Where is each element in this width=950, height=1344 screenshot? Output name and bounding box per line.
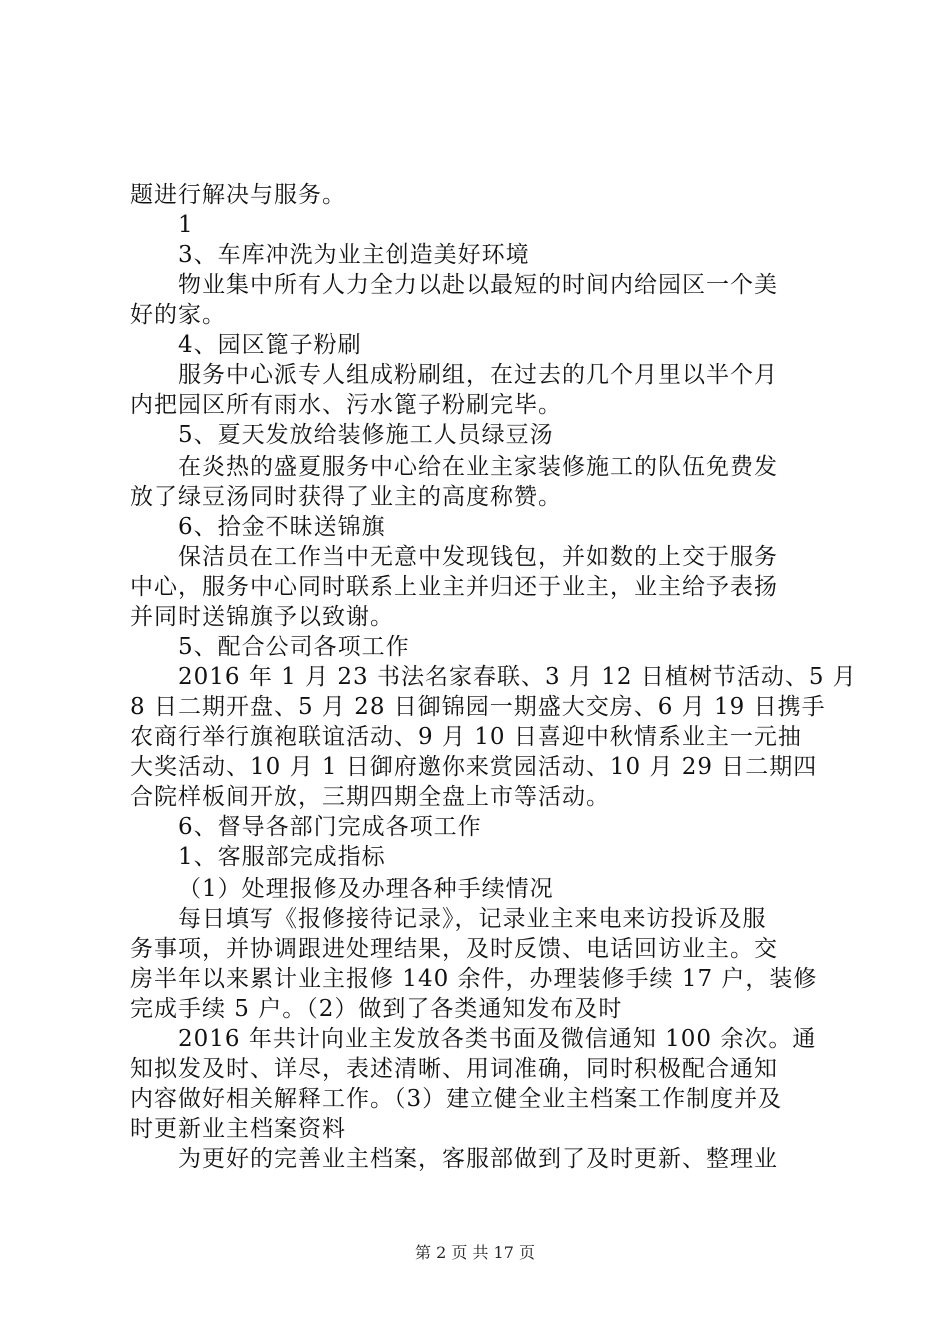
text-line: 合院样板间开放，三期四期全盘上市等活动。 [130, 784, 610, 810]
text-line: 保洁员在工作当中无意中发现钱包，并如数的上交于服务 [178, 544, 778, 570]
text-line: 大奖活动、10 月 1 日御府邀你来赏园活动、10 月 29 日二期四 [130, 754, 818, 780]
text-line: 服务中心派专人组成粉刷组，在过去的几个月里以半个月 [178, 362, 778, 388]
section-heading: 3、车库冲洗为业主创造美好环境 [178, 242, 530, 268]
text-line: 在炎热的盛夏服务中心给在业主家装修施工的队伍免费发 [178, 454, 778, 480]
section-heading: 6、督导各部门完成各项工作 [178, 814, 482, 840]
section-heading: 1、客服部完成指标 [178, 844, 386, 870]
page-footer: 第 2 页 共 17 页 [415, 1243, 535, 1262]
text-line: 并同时送锦旗予以致谢。 [130, 604, 394, 630]
text-line: 2016 年共计向业主发放各类书面及微信通知 100 余次。通 [178, 1026, 817, 1052]
text-line: 务事项，并协调跟进处理结果，及时反馈、电话回访业主。交 [130, 936, 778, 962]
text-line: 农商行举行旗袍联谊活动、9 月 10 日喜迎中秋情系业主一元抽 [130, 724, 802, 750]
text-line: 完成手续 5 户。（2）做到了各类通知发布及时 [130, 996, 623, 1022]
section-heading: 5、夏天发放给装修施工人员绿豆汤 [178, 422, 554, 448]
text-line: 题进行解决与服务。 [130, 182, 346, 208]
text-line: 2016 年 1 月 23 书法名家春联、3 月 12 日植树节活动、5 月 [178, 664, 857, 690]
text-line: 好的家。 [130, 302, 226, 328]
text-line: 内容做好相关解释工作。（3）建立健全业主档案工作制度并及 [130, 1086, 783, 1112]
text-line: 房半年以来累计业主报修 140 余件，办理装修手续 17 户，装修 [130, 966, 818, 992]
text-line: 时更新业主档案资料 [130, 1116, 346, 1142]
section-heading: 5、配合公司各项工作 [178, 634, 410, 660]
text-line: 内把园区所有雨水、污水篦子粉刷完毕。 [130, 392, 562, 418]
text-line: 中心，服务中心同时联系上业主并归还于业主，业主给予表扬 [130, 574, 778, 600]
text-line: 物业集中所有人力全力以赴以最短的时间内给园区一个美 [178, 272, 778, 298]
section-heading: 4、园区篦子粉刷 [178, 332, 362, 358]
text-line: 8 日二期开盘、5 月 28 日御锦园一期盛大交房、6 月 19 日携手 [130, 694, 826, 720]
text-line: 1 [178, 212, 194, 238]
text-line: 知拟发及时、详尽，表述清晰、用词准确，同时积极配合通知 [130, 1056, 778, 1082]
text-line: 放了绿豆汤同时获得了业主的高度称赞。 [130, 484, 562, 510]
text-line: 每日填写《报修接待记录》，记录业主来电来访投诉及服 [178, 906, 767, 932]
section-heading: 6、拾金不昧送锦旗 [178, 514, 386, 540]
section-heading: （1）处理报修及办理各种手续情况 [178, 876, 554, 902]
text-line: 为更好的完善业主档案，客服部做到了及时更新、整理业 [178, 1146, 778, 1172]
